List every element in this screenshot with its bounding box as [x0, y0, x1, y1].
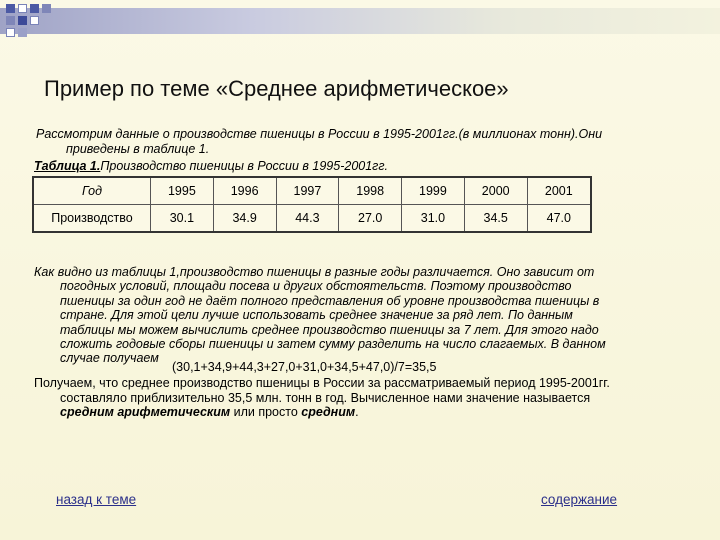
table-cell: 1997	[276, 177, 339, 205]
table-cell: 1998	[339, 177, 402, 205]
conclusion-end: .	[355, 405, 359, 419]
mean-formula: (30,1+34,9+44,3+27,0+31,0+34,5+47,0)/7=35,5	[172, 360, 437, 374]
intro-line-2: приведены в таблице 1.	[66, 142, 210, 156]
table-cell: 44.3	[276, 205, 339, 233]
table-cell: Производство	[33, 205, 151, 233]
conclusion-paragraph	[34, 376, 704, 420]
header-band	[0, 8, 720, 34]
table-cell: 1996	[213, 177, 276, 205]
paragraph-line: таблицы мы можем вычислить среднее производство пшеницы за 7 лет. Для этого надо	[60, 322, 599, 337]
caption-label: Таблица 1.	[34, 159, 101, 173]
intro-line-1: Рассмотрим данные о производстве пшеницы в России в 1995-2001гг.(в миллионах тонн).Они	[36, 127, 603, 141]
table-cell: 2000	[464, 177, 527, 205]
paragraph-line: сложить годовые сборы пшеницы и затем сумму разделить на число слагаемых. В данном	[60, 337, 606, 352]
slide-title: Пример по теме «Среднее арифметическое»	[44, 76, 509, 101]
paragraph-line: Как видно из таблицы 1,производство пшеницы в разные годы различается. Оно зависит от	[34, 265, 595, 279]
table-cell: 27.0	[339, 205, 402, 233]
table-header-row	[33, 177, 591, 205]
contents-link[interactable]: содержание	[541, 492, 618, 507]
table-cell: 34.5	[464, 205, 527, 233]
table-cell: 34.9	[213, 205, 276, 233]
paragraph-line: стране. Для этой цели лучше использовать среднее значение за ряд лет. По данным	[60, 308, 573, 323]
table-cell: 1995	[151, 177, 214, 205]
table-cell: 30.1	[151, 205, 214, 233]
table-cell: 31.0	[402, 205, 465, 233]
conclusion-mid: или просто	[230, 405, 302, 419]
back-to-topic-link[interactable]: назад к теме	[56, 492, 137, 507]
explanation-paragraph	[34, 265, 704, 366]
paragraph-line: погодных условий, площади посева и других обстоятельств. Поэтому производство	[60, 279, 572, 294]
table-cell: Год	[33, 177, 151, 205]
table-cell: 1999	[402, 177, 465, 205]
table-cell: 47.0	[527, 205, 591, 233]
table-row	[33, 205, 591, 233]
table-cell: 2001	[527, 177, 591, 205]
caption-text: Производство пшеницы в России в 1995-2001гг.	[100, 159, 388, 173]
table-caption	[34, 159, 388, 173]
conclusion-line-1: Получаем, что среднее производство пшеницы в России за рассматриваемый период 1995-2001гг.	[34, 376, 610, 390]
term-mean: средним	[301, 405, 356, 419]
decorative-squares	[0, 0, 60, 50]
term-arithmetic-mean: средним арифметическим	[60, 405, 231, 419]
conclusion-line-3	[34, 405, 704, 420]
paragraph-line: пшеницы за один год не даёт полного представления об уровне производства пшеницы в	[60, 293, 600, 308]
paragraph-line: случае получаем	[60, 351, 159, 366]
conclusion-line-2: составляло приблизительно 35,5 млн. тонн в год. Вычисленное нами значение называется	[60, 390, 591, 405]
intro-text	[36, 127, 696, 157]
wheat-production-table	[32, 176, 592, 233]
